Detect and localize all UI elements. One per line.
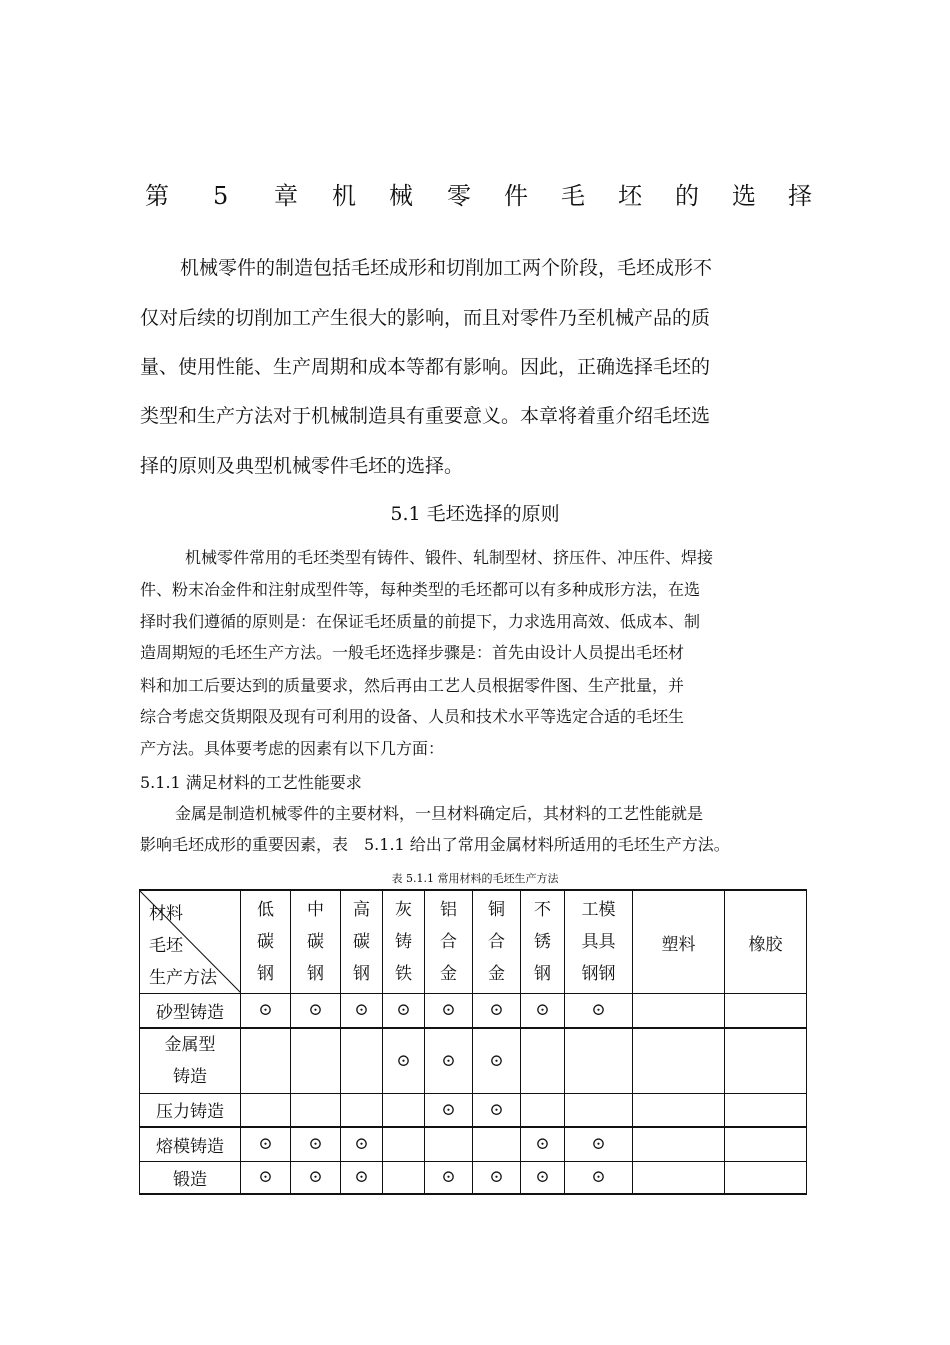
table-cell: ⊙ bbox=[425, 1161, 473, 1194]
col-header-medium-carbon-steel bbox=[291, 890, 341, 994]
col-header-rubber: 橡胶 bbox=[725, 890, 807, 994]
table-cell bbox=[521, 1028, 565, 1094]
title-char: 零 bbox=[447, 182, 471, 210]
table-cell bbox=[473, 1127, 521, 1161]
table-cell bbox=[725, 1161, 807, 1194]
table-row bbox=[140, 994, 807, 1028]
col-header-aluminum-alloy bbox=[425, 890, 473, 994]
table-cell: ⊙ bbox=[291, 994, 341, 1028]
table-cell bbox=[725, 1127, 807, 1161]
title-char: 5 bbox=[213, 182, 229, 210]
header-char: 铁 bbox=[395, 964, 412, 984]
col-header-tool-die-steel bbox=[565, 890, 633, 994]
body-line: 机械零件常用的毛坯类型有铸件、锻件、轧制型材、挤压件、冲压件、焊接 bbox=[185, 548, 714, 567]
col-header-high-carbon-steel bbox=[341, 890, 383, 994]
table-cell: ⊙ bbox=[425, 1093, 473, 1127]
header-char: 钢 bbox=[307, 964, 324, 984]
chapter-title bbox=[140, 178, 812, 218]
table-cell: ⊙ bbox=[241, 994, 291, 1028]
body-line: 件、粉末冶金件和注射成型件等，每种类型的毛坯都可以有多种成形方法，在选 bbox=[140, 580, 701, 599]
table-cell: ⊙ bbox=[565, 1161, 633, 1194]
row-label: 压力铸造 bbox=[140, 1093, 241, 1127]
intro-line: 择的原则及典型机械零件毛坯的选择。 bbox=[140, 455, 464, 477]
title-char: 机 bbox=[332, 182, 356, 210]
body-line: 择时我们遵循的原则是：在保证毛坯质量的前提下，力求选用高效、低成本、制 bbox=[140, 612, 701, 631]
table-caption: 表 5.1.1 常用材料的毛坯生产方法 bbox=[391, 872, 559, 885]
table-cell bbox=[725, 994, 807, 1028]
table-row bbox=[140, 1028, 807, 1094]
body-line: 料和加工后要达到的质量要求，然后再由工艺人员根据零件图、生产批量，并 bbox=[140, 676, 685, 695]
table-cell bbox=[725, 1093, 807, 1127]
header-char: 工模 bbox=[581, 900, 616, 920]
table-cell: ⊙ bbox=[473, 1093, 521, 1127]
table-cell: ⊙ bbox=[341, 994, 383, 1028]
table-cell: ⊙ bbox=[383, 994, 425, 1028]
table-cell bbox=[521, 1093, 565, 1127]
table-cell: ⊙ bbox=[291, 1161, 341, 1194]
title-char: 毛 bbox=[561, 182, 585, 210]
header-char: 合 bbox=[488, 932, 505, 952]
header-char: 灰 bbox=[395, 900, 412, 920]
col-header-copper-alloy bbox=[473, 890, 521, 994]
header-char: 钢钢 bbox=[581, 964, 616, 984]
intro-line: 量、使用性能、生产周期和成本等都有影响。因此，正确选择毛坯的 bbox=[140, 356, 711, 378]
table-cell: ⊙ bbox=[565, 1127, 633, 1161]
intro-line: 类型和生产方法对于机械制造具有重要意义。本章将着重介绍毛坯选 bbox=[140, 405, 711, 427]
title-char: 择 bbox=[788, 182, 812, 210]
table-cell bbox=[425, 1127, 473, 1161]
header-char: 锈 bbox=[534, 932, 551, 952]
header-row bbox=[140, 890, 807, 994]
title-char: 械 bbox=[389, 182, 413, 210]
table-cell: ⊙ bbox=[565, 994, 633, 1028]
title-char: 坯 bbox=[618, 182, 642, 210]
title-char: 第 bbox=[145, 182, 169, 210]
table-cell: ⊙ bbox=[341, 1161, 383, 1194]
table-cell: ⊙ bbox=[341, 1127, 383, 1161]
table-cell bbox=[383, 1161, 425, 1194]
title-char: 的 bbox=[675, 182, 699, 210]
corner-cell bbox=[140, 890, 241, 994]
body-line: 产方法。具体要考虑的因素有以下几方面： bbox=[140, 739, 445, 758]
table-cell: ⊙ bbox=[473, 994, 521, 1028]
header-char: 碳 bbox=[257, 932, 274, 952]
title-char: 章 bbox=[274, 182, 298, 210]
intro-line: 机械零件的制造包括毛坯成形和切削加工两个阶段，毛坯成形不 bbox=[180, 257, 713, 279]
col-header-gray-cast-iron bbox=[383, 890, 425, 994]
table-row bbox=[140, 1161, 807, 1194]
row-label: 熔模铸造 bbox=[140, 1127, 241, 1161]
table-cell: ⊙ bbox=[521, 1161, 565, 1194]
table-cell: ⊙ bbox=[383, 1028, 425, 1094]
table-cell bbox=[383, 1127, 425, 1161]
table-cell bbox=[341, 1028, 383, 1094]
table-cell: ⊙ bbox=[425, 994, 473, 1028]
table-cell: ⊙ bbox=[425, 1028, 473, 1094]
table-cell bbox=[633, 1093, 725, 1127]
table-cell: ⊙ bbox=[473, 1028, 521, 1094]
header-char: 中 bbox=[307, 900, 324, 920]
table-row bbox=[140, 1127, 807, 1161]
table-cell bbox=[633, 1161, 725, 1194]
row-label-line: 铸造 bbox=[173, 1066, 207, 1087]
material-method-table bbox=[139, 889, 807, 1195]
title-char: 选 bbox=[732, 182, 756, 210]
table-cell bbox=[241, 1093, 291, 1127]
intro-line: 仅对后续的切削加工产生很大的影响，而且对零件乃至机械产品的质 bbox=[140, 307, 711, 329]
table-cell: ⊙ bbox=[473, 1161, 521, 1194]
body-line: 金属是制造机械零件的主要材料，一旦材料确定后，其材料的工艺性能就是 bbox=[175, 804, 704, 823]
table-cell bbox=[565, 1028, 633, 1094]
header-char: 合 bbox=[440, 932, 457, 952]
header-char: 高 bbox=[353, 900, 370, 920]
table-cell bbox=[241, 1028, 291, 1094]
title-char: 件 bbox=[504, 182, 528, 210]
corner-label-blank: 毛坯 bbox=[149, 936, 183, 956]
header-char: 钢 bbox=[353, 964, 370, 984]
table-cell bbox=[291, 1028, 341, 1094]
table-cell bbox=[633, 994, 725, 1028]
corner-label-method: 生产方法 bbox=[149, 968, 217, 988]
body-line: 影响毛坯成形的重要因素，表 5.1.1 给出了常用金属材料所适用的毛坯生产方法。 bbox=[140, 835, 730, 854]
subsection-heading: 5.1.1 满足材料的工艺性能要求 bbox=[140, 773, 362, 792]
header-char: 铸 bbox=[395, 932, 412, 952]
table-cell: ⊙ bbox=[241, 1127, 291, 1161]
header-char: 钢 bbox=[534, 964, 551, 984]
col-header-stainless-steel bbox=[521, 890, 565, 994]
body-line: 综合考虑交货期限及现有可利用的设备、人员和技术水平等选定合适的毛坯生 bbox=[140, 707, 685, 726]
header-char: 金 bbox=[440, 964, 457, 984]
table-cell: ⊙ bbox=[291, 1127, 341, 1161]
row-label-line: 金属型 bbox=[164, 1034, 216, 1055]
body-line: 造周期短的毛坯生产方法。一般毛坯选择步骤是：首先由设计人员提出毛坯材 bbox=[140, 643, 685, 662]
header-char: 钢 bbox=[257, 964, 274, 984]
header-char: 金 bbox=[488, 964, 505, 984]
corner-label-material: 材料 bbox=[149, 904, 183, 924]
table-cell bbox=[291, 1093, 341, 1127]
table-cell bbox=[725, 1028, 807, 1094]
table-cell bbox=[633, 1028, 725, 1094]
section-heading: 5.1 毛坯选择的原则 bbox=[390, 503, 560, 525]
header-char: 具具 bbox=[581, 932, 616, 952]
header-char: 碳 bbox=[353, 932, 370, 952]
col-header-low-carbon-steel bbox=[241, 890, 291, 994]
table-row bbox=[140, 1093, 807, 1127]
table-cell bbox=[341, 1093, 383, 1127]
row-label: 砂型铸造 bbox=[140, 994, 241, 1028]
table-cell bbox=[383, 1093, 425, 1127]
header-char: 不 bbox=[534, 900, 551, 920]
header-char: 低 bbox=[257, 900, 274, 920]
header-char: 铝 bbox=[440, 900, 457, 920]
header-char: 铜 bbox=[488, 900, 505, 920]
row-label: 锻造 bbox=[140, 1161, 241, 1194]
row-label bbox=[140, 1028, 241, 1094]
col-header-plastic: 塑料 bbox=[633, 890, 725, 994]
table-cell bbox=[633, 1127, 725, 1161]
header-char: 碳 bbox=[307, 932, 324, 952]
table-cell: ⊙ bbox=[521, 1127, 565, 1161]
table-cell bbox=[565, 1093, 633, 1127]
table-cell: ⊙ bbox=[241, 1161, 291, 1194]
table-cell: ⊙ bbox=[521, 994, 565, 1028]
